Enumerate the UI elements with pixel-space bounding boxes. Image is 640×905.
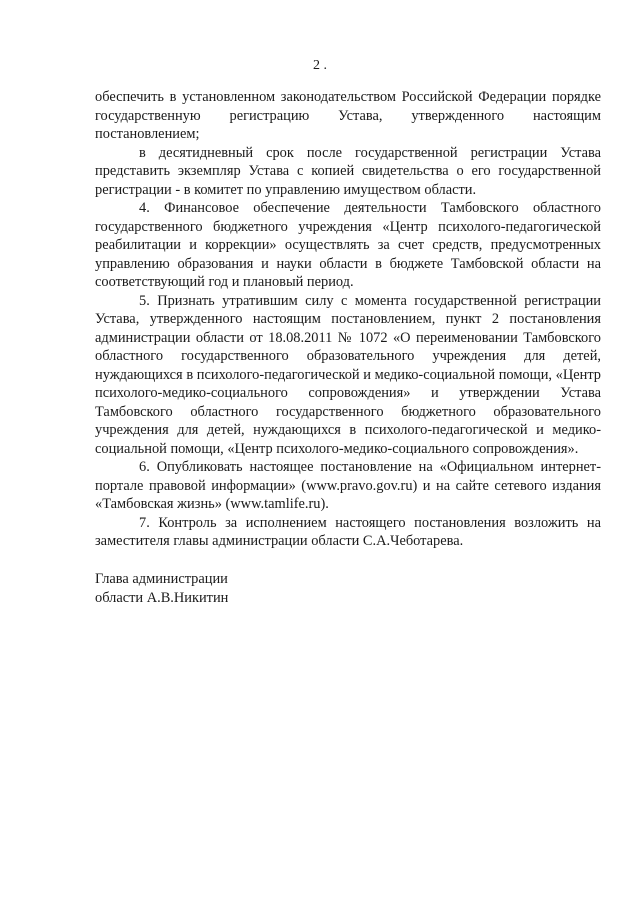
document-body	[95, 88, 601, 551]
paragraph-item-7-control: 7. Контроль за исполнением настоящего постановления возложить на заместителя главы администрации области С.А.Чеботарева.	[95, 514, 601, 549]
paragraph-submit-copy: в десятидневный срок после государственной регистрации Устава представить экземпляр Устава с копией свидетельства о его государственной регистрации - в комитет по управлению имуществом области.	[95, 144, 601, 198]
paragraph-item-4-financing: 4. Финансовое обеспечение деятельности Тамбовского областного государственного бюджетного учреждения «Центр психолого-педагогической реабилитации и коррекции» осуществлять за счет средств, предусмотренных управлению образования и науки области в бюджете Тамбовской области на соответствующий год и плановый период.	[95, 200, 601, 290]
paragraph-registration: обеспечить в установленном законодательством Российской Федерации порядке государственную регистрацию Устава, утвержденного настоящим постановлением;	[95, 89, 601, 142]
signature-block	[95, 570, 228, 607]
paragraph-item-5-repeal: 5. Признать утратившим силу с момента государственной регистрации Устава, утвержденного настоящим постановлением, пункт 2 постановления администрации области от 18.08.2011 № 1072 «О переименовании Тамбовского областного государственного образовательного учреждения для детей, нуждающихся в психолого-педагогической и медико-социальной помощи, «Центр психолого-медико-социального сопровождения» и утверждении Устава Тамбовского областного государственного бюджетного образовательного учреждения для детей, нуждающихся в психолого-педагогической и медико-социальной помощи, «Центр психолого-медико-социального сопровождения».	[95, 292, 601, 457]
signature-name: области А.В.Никитин	[95, 589, 229, 606]
page-number: 2 .	[313, 58, 327, 73]
signature-title: Глава администрации	[95, 571, 228, 587]
paragraph-item-6-publish: 6. Опубликовать настоящее постановление на «Официальном интернет-портале правовой информации» (www.pravo.gov.ru) и на сайте сетевого издания «Тамбовская жизнь» (www.tamlife.ru).	[95, 459, 601, 512]
